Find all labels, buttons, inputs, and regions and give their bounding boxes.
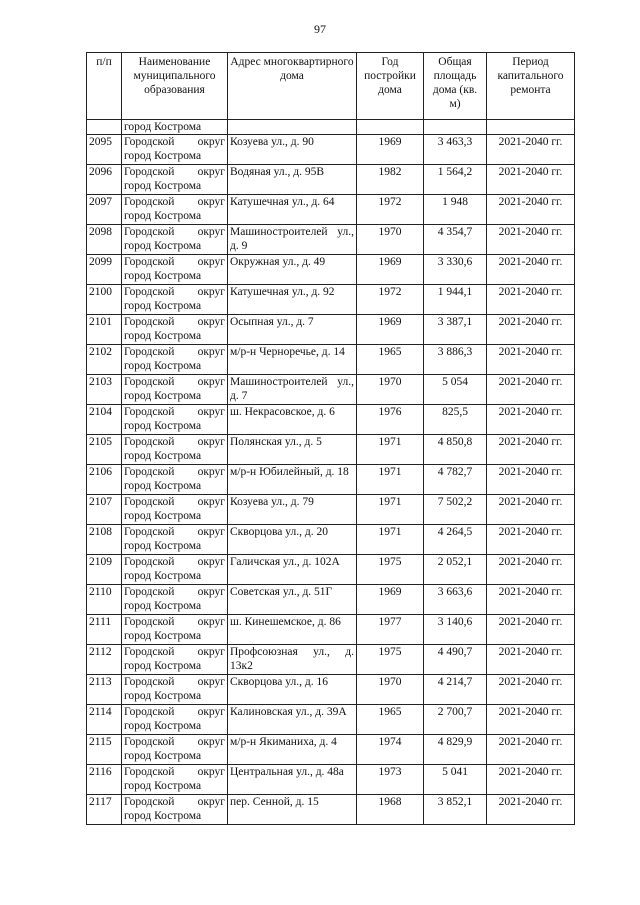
municipality-kind: округ	[197, 226, 225, 238]
row-total-area: 4 214,7	[424, 675, 487, 705]
table-row	[87, 375, 575, 405]
municipality-name: город Кострома	[124, 690, 202, 702]
table-row	[87, 495, 575, 525]
table-row	[87, 555, 575, 585]
row-repair-period: 2021-2040 гг.	[487, 735, 575, 765]
row-total-area: 5 054	[424, 375, 487, 405]
row-municipality	[122, 195, 228, 225]
table-row	[87, 465, 575, 495]
carry-over-row	[87, 120, 575, 135]
municipality-kind: округ	[197, 466, 225, 478]
row-build-year: 1969	[357, 135, 424, 165]
row-number: 2104	[87, 405, 122, 435]
row-build-year: 1971	[357, 495, 424, 525]
row-number: 2099	[87, 255, 122, 285]
row-repair-period: 2021-2040 гг.	[487, 645, 575, 675]
row-total-area: 2 700,7	[424, 705, 487, 735]
table-row	[87, 525, 575, 555]
row-number: 2096	[87, 165, 122, 195]
row-municipality	[122, 165, 228, 195]
row-municipality	[122, 315, 228, 345]
row-address: Полянская ул., д. 5	[228, 435, 357, 465]
municipality-kind: округ	[197, 196, 225, 208]
row-number: 2112	[87, 645, 122, 675]
table-row	[87, 255, 575, 285]
row-build-year: 1977	[357, 615, 424, 645]
municipality-type: Городской	[124, 346, 175, 358]
row-total-area: 3 852,1	[424, 795, 487, 825]
row-number: 2107	[87, 495, 122, 525]
row-number: 2109	[87, 555, 122, 585]
row-address: Окружная ул., д. 49	[228, 255, 357, 285]
municipality-type: Городской	[124, 586, 175, 598]
municipality-name: город Кострома	[124, 330, 202, 342]
row-municipality	[122, 795, 228, 825]
row-municipality	[122, 225, 228, 255]
header-municipality: Наименование муниципального образования	[122, 53, 228, 120]
row-address: Центральная ул., д. 48а	[228, 765, 357, 795]
municipality-type: Городской	[124, 196, 175, 208]
municipality-type: Городской	[124, 496, 175, 508]
row-number: 2102	[87, 345, 122, 375]
municipality-type: Городской	[124, 706, 175, 718]
municipality-name: город Кострома	[124, 630, 202, 642]
row-build-year: 1982	[357, 165, 424, 195]
municipality-name: город Кострома	[124, 450, 202, 462]
row-number: 2108	[87, 525, 122, 555]
table-row	[87, 765, 575, 795]
municipality-kind: округ	[197, 496, 225, 508]
row-municipality	[122, 615, 228, 645]
row-number: 2117	[87, 795, 122, 825]
municipality-type: Городской	[124, 646, 175, 658]
row-build-year: 1971	[357, 435, 424, 465]
municipality-kind: округ	[197, 736, 225, 748]
row-total-area: 4 264,5	[424, 525, 487, 555]
row-total-area: 3 330,6	[424, 255, 487, 285]
row-address: Профсоюзная ул., д. 13к2	[228, 645, 357, 675]
row-municipality	[122, 435, 228, 465]
row-number: 2101	[87, 315, 122, 345]
table-row	[87, 795, 575, 825]
row-build-year: 1975	[357, 645, 424, 675]
table-row	[87, 405, 575, 435]
row-total-area: 4 490,7	[424, 645, 487, 675]
municipality-name: город Кострома	[124, 510, 202, 522]
row-municipality	[122, 345, 228, 375]
row-repair-period: 2021-2040 гг.	[487, 765, 575, 795]
row-repair-period: 2021-2040 гг.	[487, 525, 575, 555]
row-repair-period: 2021-2040 гг.	[487, 435, 575, 465]
table-header-row	[87, 53, 575, 120]
table-row	[87, 135, 575, 165]
row-build-year: 1969	[357, 585, 424, 615]
row-address: Советская ул., д. 51Г	[228, 585, 357, 615]
municipality-name: город Кострома	[124, 660, 202, 672]
row-total-area: 3 886,3	[424, 345, 487, 375]
municipality-type: Городской	[124, 556, 175, 568]
row-total-area: 1 948	[424, 195, 487, 225]
municipality-kind: округ	[197, 346, 225, 358]
municipality-name: город Кострома	[124, 600, 202, 612]
row-municipality	[122, 705, 228, 735]
row-address: пер. Сенной, д. 15	[228, 795, 357, 825]
municipality-name: город Кострома	[124, 390, 202, 402]
row-repair-period: 2021-2040 гг.	[487, 465, 575, 495]
row-build-year: 1971	[357, 465, 424, 495]
row-repair-period: 2021-2040 гг.	[487, 795, 575, 825]
municipality-kind: округ	[197, 796, 225, 808]
page-number: 97	[314, 22, 326, 36]
municipality-type: Городской	[124, 256, 175, 268]
row-total-area: 4 829,9	[424, 735, 487, 765]
row-repair-period: 2021-2040 гг.	[487, 585, 575, 615]
row-repair-period: 2021-2040 гг.	[487, 135, 575, 165]
row-total-area: 2 052,1	[424, 555, 487, 585]
municipality-type: Городской	[124, 616, 175, 628]
row-address: Скворцова ул., д. 16	[228, 675, 357, 705]
carry-over-municipality: город Кострома	[122, 120, 228, 135]
row-total-area: 3 140,6	[424, 615, 487, 645]
row-total-area: 4 782,7	[424, 465, 487, 495]
municipality-kind: округ	[197, 586, 225, 598]
row-address: Скворцова ул., д. 20	[228, 525, 357, 555]
row-municipality	[122, 465, 228, 495]
table-row	[87, 165, 575, 195]
municipality-type: Городской	[124, 316, 175, 328]
table-row	[87, 225, 575, 255]
row-number: 2115	[87, 735, 122, 765]
row-municipality	[122, 255, 228, 285]
row-address: Калиновская ул., д. 39А	[228, 705, 357, 735]
row-number: 2114	[87, 705, 122, 735]
row-address: м/р-н Юбилейный, д. 18	[228, 465, 357, 495]
municipality-kind: округ	[197, 556, 225, 568]
table-row	[87, 735, 575, 765]
row-municipality	[122, 555, 228, 585]
municipality-type: Городской	[124, 436, 175, 448]
row-repair-period: 2021-2040 гг.	[487, 315, 575, 345]
municipality-kind: округ	[197, 706, 225, 718]
municipality-type: Городской	[124, 286, 175, 298]
row-number: 2111	[87, 615, 122, 645]
row-municipality	[122, 405, 228, 435]
row-repair-period: 2021-2040 гг.	[487, 195, 575, 225]
table-row	[87, 675, 575, 705]
row-number: 2097	[87, 195, 122, 225]
row-municipality	[122, 285, 228, 315]
row-municipality	[122, 525, 228, 555]
municipality-type: Городской	[124, 376, 175, 388]
row-total-area: 3 663,6	[424, 585, 487, 615]
row-total-area: 3 387,1	[424, 315, 487, 345]
row-build-year: 1972	[357, 195, 424, 225]
row-repair-period: 2021-2040 гг.	[487, 615, 575, 645]
row-total-area: 825,5	[424, 405, 487, 435]
row-build-year: 1970	[357, 225, 424, 255]
row-build-year: 1965	[357, 705, 424, 735]
row-address: Катушечная ул., д. 92	[228, 285, 357, 315]
table-row	[87, 615, 575, 645]
row-repair-period: 2021-2040 гг.	[487, 345, 575, 375]
row-build-year: 1968	[357, 795, 424, 825]
row-municipality	[122, 135, 228, 165]
municipality-type: Городской	[124, 526, 175, 538]
row-build-year: 1975	[357, 555, 424, 585]
municipality-name: город Кострома	[124, 540, 202, 552]
row-number: 2100	[87, 285, 122, 315]
row-municipality	[122, 495, 228, 525]
municipality-name: город Кострома	[124, 750, 202, 762]
row-repair-period: 2021-2040 гг.	[487, 165, 575, 195]
municipality-name: город Кострома	[124, 570, 202, 582]
municipality-name: город Кострома	[124, 360, 202, 372]
table-row	[87, 435, 575, 465]
municipality-kind: округ	[197, 766, 225, 778]
header-period: Период капитального ремонта	[487, 53, 575, 120]
municipality-kind: округ	[197, 646, 225, 658]
municipality-type: Городской	[124, 796, 175, 808]
municipality-name: город Кострома	[124, 780, 202, 792]
municipality-name: город Кострома	[124, 210, 202, 222]
row-number: 2116	[87, 765, 122, 795]
table-row	[87, 705, 575, 735]
municipality-name: город Кострома	[124, 270, 202, 282]
row-total-area: 4 850,8	[424, 435, 487, 465]
table-row	[87, 285, 575, 315]
municipality-name: город Кострома	[124, 300, 202, 312]
municipality-type: Городской	[124, 766, 175, 778]
row-municipality	[122, 765, 228, 795]
row-address: Козуева ул., д. 90	[228, 135, 357, 165]
header-address: Адрес многоквартирного дома	[228, 53, 357, 120]
municipality-kind: округ	[197, 436, 225, 448]
row-number: 2098	[87, 225, 122, 255]
row-build-year: 1973	[357, 765, 424, 795]
row-build-year: 1970	[357, 375, 424, 405]
row-build-year: 1971	[357, 525, 424, 555]
row-number: 2110	[87, 585, 122, 615]
table-row	[87, 645, 575, 675]
row-municipality	[122, 735, 228, 765]
row-repair-period: 2021-2040 гг.	[487, 255, 575, 285]
municipality-type: Городской	[124, 676, 175, 688]
row-number: 2105	[87, 435, 122, 465]
header-num: п/п	[87, 53, 122, 120]
row-repair-period: 2021-2040 гг.	[487, 705, 575, 735]
municipality-kind: округ	[197, 406, 225, 418]
row-build-year: 1969	[357, 255, 424, 285]
municipality-type: Городской	[124, 136, 175, 148]
table-row	[87, 345, 575, 375]
table-row	[87, 195, 575, 225]
municipality-type: Городской	[124, 466, 175, 478]
municipality-kind: округ	[197, 256, 225, 268]
row-address: Галичская ул., д. 102А	[228, 555, 357, 585]
municipality-name: город Кострома	[124, 480, 202, 492]
municipality-name: город Кострома	[124, 810, 202, 822]
table-row	[87, 585, 575, 615]
row-repair-period: 2021-2040 гг.	[487, 225, 575, 255]
row-repair-period: 2021-2040 гг.	[487, 405, 575, 435]
municipality-type: Городской	[124, 406, 175, 418]
municipality-name: город Кострома	[124, 180, 202, 192]
municipality-name: город Кострома	[124, 150, 202, 162]
row-build-year: 1972	[357, 285, 424, 315]
municipality-name: город Кострома	[124, 720, 202, 732]
municipality-type: Городской	[124, 736, 175, 748]
row-address: Осыпная ул., д. 7	[228, 315, 357, 345]
municipality-kind: округ	[197, 676, 225, 688]
municipality-kind: округ	[197, 616, 225, 628]
housing-registry-table	[86, 52, 575, 825]
municipality-kind: округ	[197, 286, 225, 298]
row-number: 2103	[87, 375, 122, 405]
row-repair-period: 2021-2040 гг.	[487, 555, 575, 585]
municipality-name: город Кострома	[124, 240, 202, 252]
row-number: 2113	[87, 675, 122, 705]
row-total-area: 1 564,2	[424, 165, 487, 195]
row-repair-period: 2021-2040 гг.	[487, 375, 575, 405]
row-total-area: 1 944,1	[424, 285, 487, 315]
municipality-kind: округ	[197, 526, 225, 538]
row-municipality	[122, 645, 228, 675]
row-total-area: 3 463,3	[424, 135, 487, 165]
row-repair-period: 2021-2040 гг.	[487, 285, 575, 315]
header-year: Год постройки дома	[357, 53, 424, 120]
row-municipality	[122, 675, 228, 705]
row-municipality	[122, 585, 228, 615]
row-build-year: 1976	[357, 405, 424, 435]
row-repair-period: 2021-2040 гг.	[487, 675, 575, 705]
row-build-year: 1974	[357, 735, 424, 765]
row-number: 2106	[87, 465, 122, 495]
row-address: м/р-н Черноречье, д. 14	[228, 345, 357, 375]
header-area: Общая площадь дома (кв. м)	[424, 53, 487, 120]
row-address: Катушечная ул., д. 64	[228, 195, 357, 225]
municipality-kind: округ	[197, 136, 225, 148]
row-build-year: 1970	[357, 675, 424, 705]
municipality-kind: округ	[197, 166, 225, 178]
row-build-year: 1965	[357, 345, 424, 375]
row-address: Водяная ул., д. 95В	[228, 165, 357, 195]
row-municipality	[122, 375, 228, 405]
row-total-area: 5 041	[424, 765, 487, 795]
row-total-area: 7 502,2	[424, 495, 487, 525]
row-total-area: 4 354,7	[424, 225, 487, 255]
row-address: м/р-н Якиманиха, д. 4	[228, 735, 357, 765]
table-row	[87, 315, 575, 345]
municipality-type: Городской	[124, 166, 175, 178]
row-address: ш. Кинешемское, д. 86	[228, 615, 357, 645]
row-address: Машиностроителей ул., д. 9	[228, 225, 357, 255]
row-address: ш. Некрасовское, д. 6	[228, 405, 357, 435]
row-repair-period: 2021-2040 гг.	[487, 495, 575, 525]
municipality-kind: округ	[197, 376, 225, 388]
municipality-type: Городской	[124, 226, 175, 238]
row-address: Козуева ул., д. 79	[228, 495, 357, 525]
municipality-name: город Кострома	[124, 420, 202, 432]
municipality-kind: округ	[197, 316, 225, 328]
row-number: 2095	[87, 135, 122, 165]
row-address: Машиностроителей ул., д. 7	[228, 375, 357, 405]
row-build-year: 1969	[357, 315, 424, 345]
